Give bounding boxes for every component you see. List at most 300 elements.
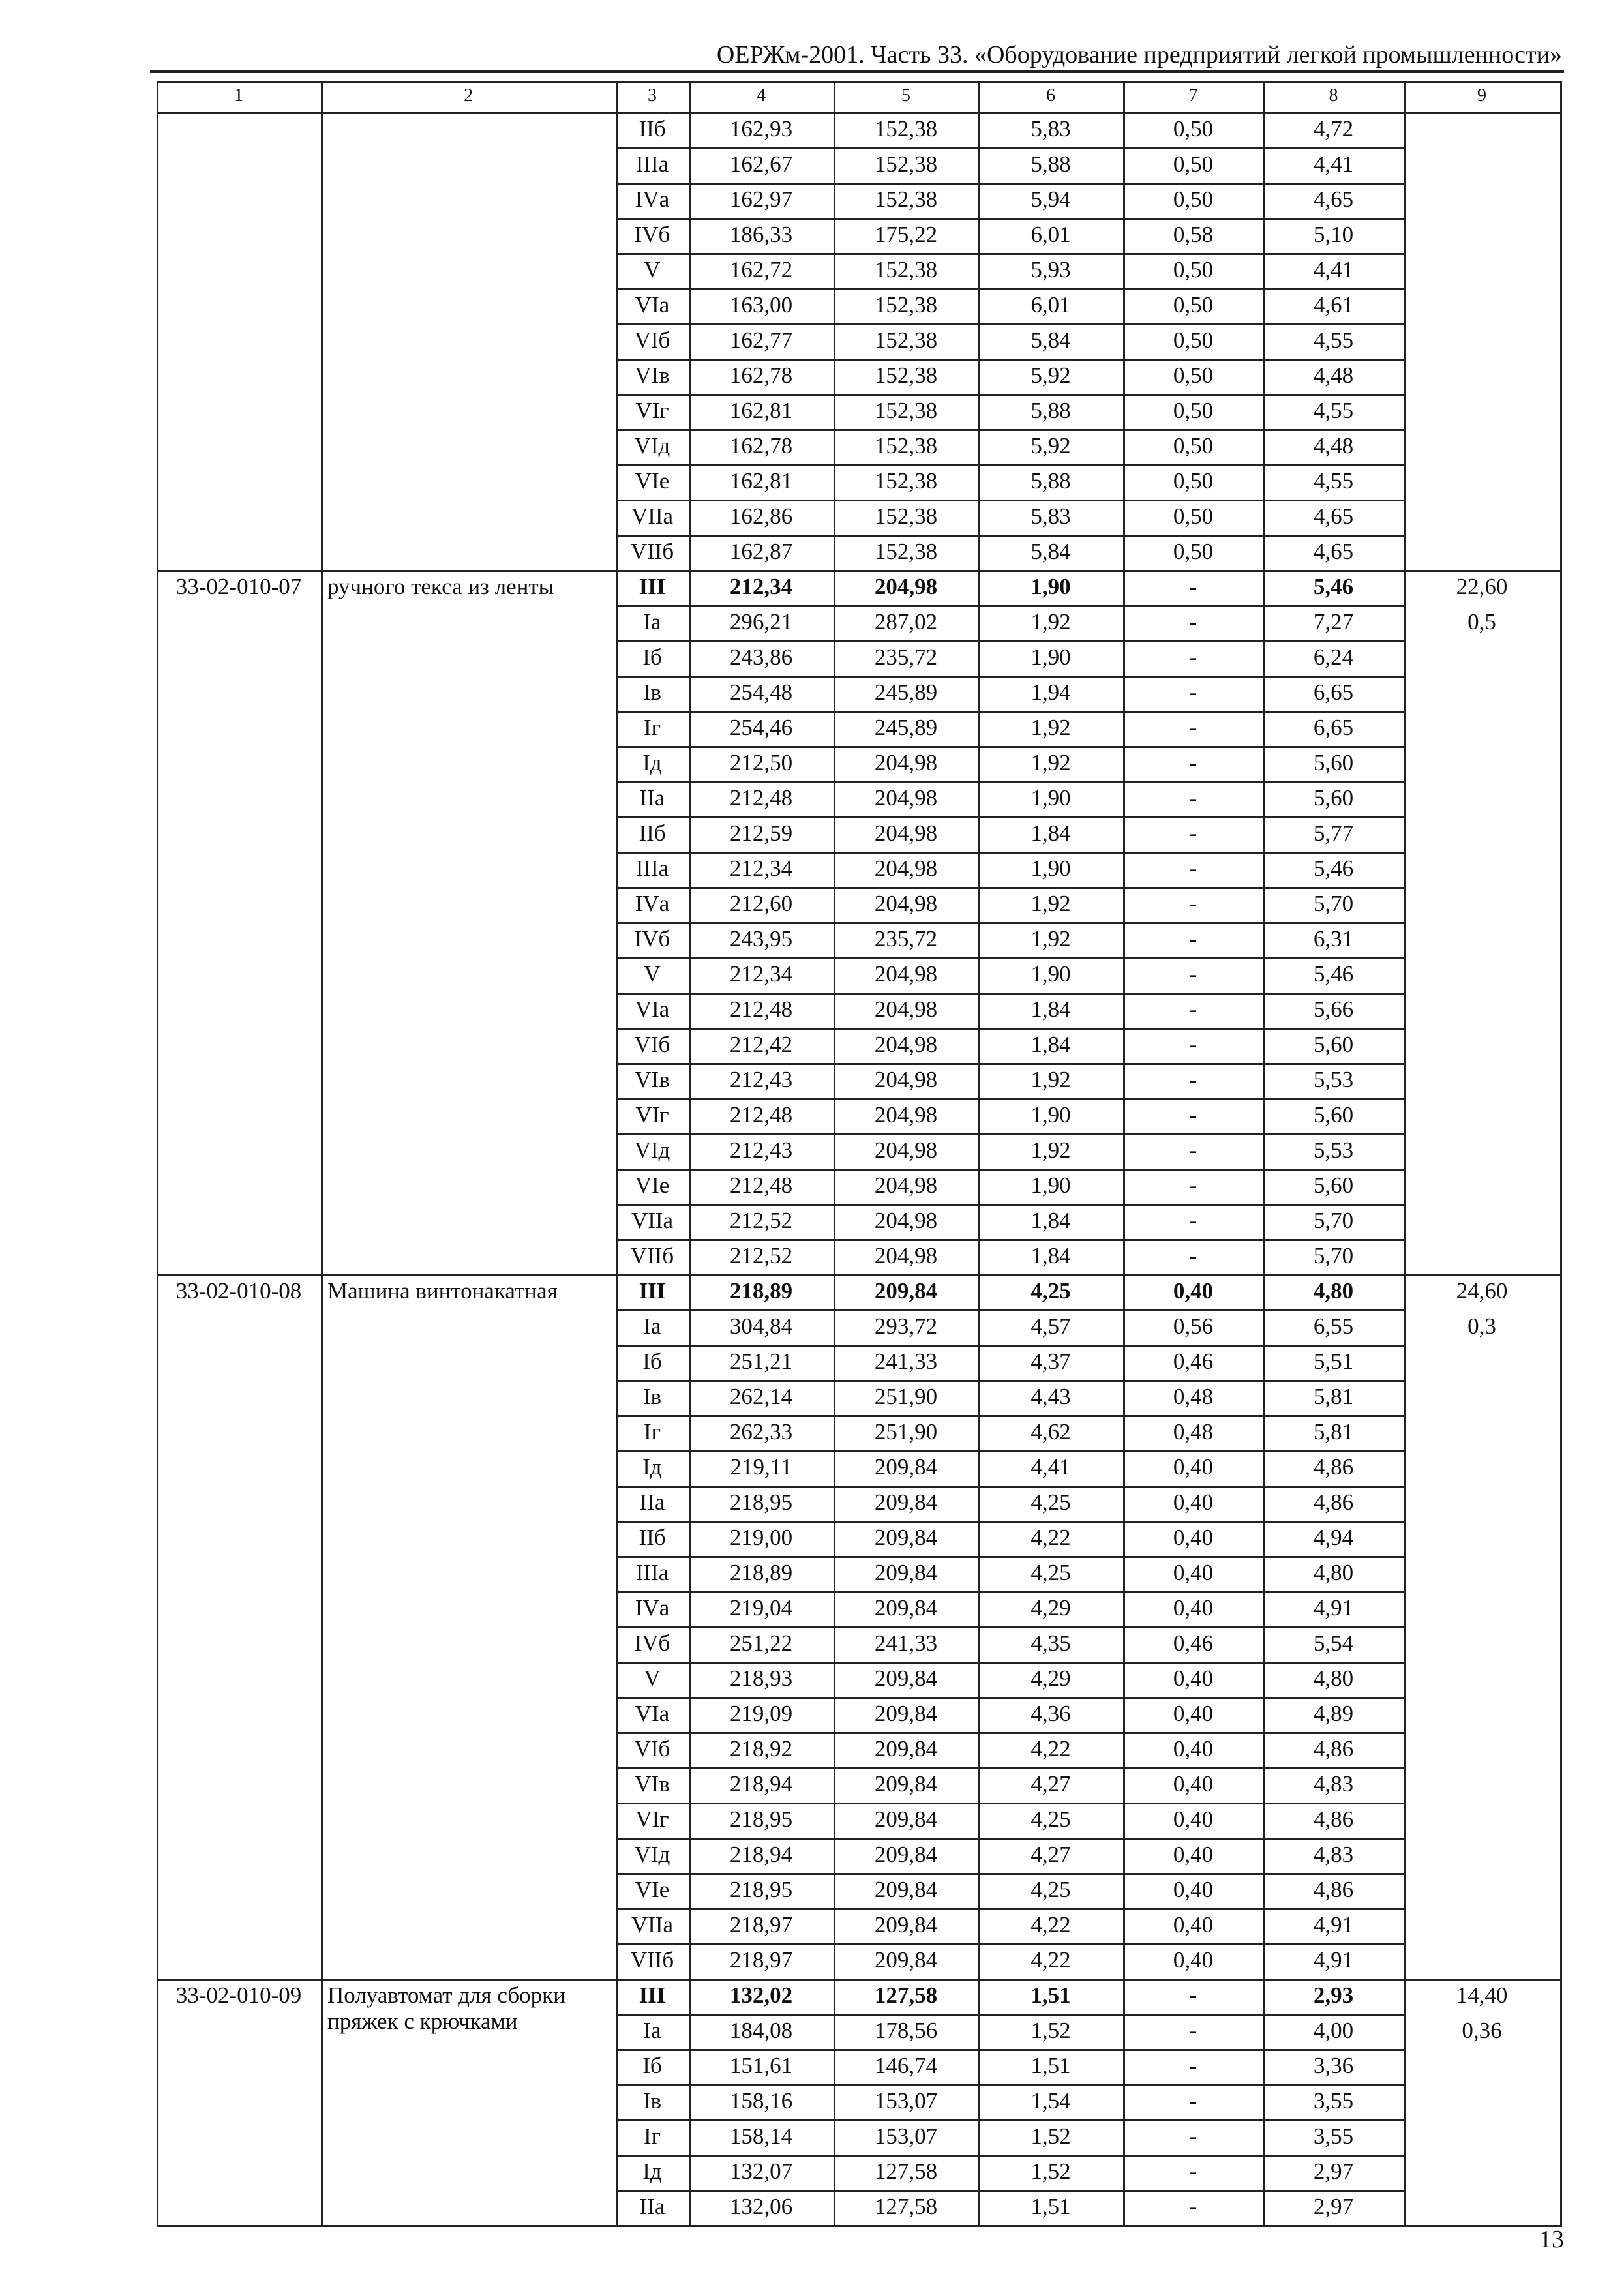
table-cell: - <box>1189 891 1197 916</box>
table-cell: 251,90 <box>874 1384 938 1409</box>
table-cell: 1,92 <box>1030 609 1071 635</box>
row-rule <box>616 676 1406 678</box>
table-cell: 5,83 <box>1030 503 1071 529</box>
row-rule <box>616 253 1406 255</box>
table-cell: 4,22 <box>1030 1525 1071 1550</box>
table-cell: 293,72 <box>874 1313 938 1339</box>
table-cell: 152,38 <box>874 398 938 423</box>
table-cell: 209,84 <box>874 1454 938 1480</box>
table-cell: 5,92 <box>1030 433 1071 458</box>
table-cell: 4,41 <box>1030 1454 1071 1480</box>
table-cell: Iб <box>642 2053 662 2078</box>
item-col9-value: 0,3 <box>1467 1313 1496 1339</box>
table-cell: 0,50 <box>1173 187 1214 212</box>
table-cell: 209,84 <box>874 1736 938 1761</box>
table-cell: 127,58 <box>874 2194 938 2219</box>
table-cell: 152,38 <box>874 116 938 142</box>
table-cell: IVб <box>634 222 670 247</box>
table-cell: 152,38 <box>874 187 938 212</box>
table-cell: VIIб <box>630 1947 674 1973</box>
table-cell: 4,29 <box>1030 1666 1071 1691</box>
table-cell: 204,98 <box>874 785 938 811</box>
table-cell: 204,98 <box>874 891 938 916</box>
table-cell: VIд <box>634 1842 670 1867</box>
item-code: 33-02-010-08 <box>175 1278 302 1304</box>
table-cell: 5,77 <box>1313 820 1354 846</box>
table-cell: 178,56 <box>874 2018 938 2043</box>
table-cell: 132,06 <box>729 2194 793 2219</box>
table-cell: 184,08 <box>729 2018 793 2043</box>
row-rule <box>616 2049 1406 2051</box>
table-cell: 204,98 <box>874 996 938 1022</box>
table-cell: - <box>1189 926 1197 951</box>
table-cell: 209,84 <box>874 1560 938 1585</box>
table-cell: - <box>1189 750 1197 775</box>
table-cell: 204,98 <box>874 856 938 881</box>
table-cell: - <box>1189 996 1197 1022</box>
table-cell: 158,14 <box>729 2123 793 2149</box>
table-cell: 1,90 <box>1030 644 1071 670</box>
table-cell: IIIа <box>635 151 669 177</box>
table-cell: III <box>639 1982 666 2008</box>
table-cell: VIIа <box>631 503 674 529</box>
table-cell: Iб <box>642 644 662 670</box>
table-cell: 209,84 <box>874 1489 938 1515</box>
table-cell: 0,40 <box>1173 1877 1214 1902</box>
table-cell: 162,87 <box>729 539 793 564</box>
table-cell: 4,80 <box>1313 1278 1354 1304</box>
table-cell: 1,90 <box>1030 785 1071 811</box>
table-cell: 162,97 <box>729 187 793 212</box>
row-rule <box>616 1133 1406 1135</box>
column-rule <box>689 81 691 2227</box>
table-cell: 5,46 <box>1313 574 1354 599</box>
table-cell: 212,60 <box>729 891 793 916</box>
row-rule <box>616 993 1406 995</box>
table-cell: 4,25 <box>1030 1278 1071 1304</box>
table-cell: - <box>1189 2088 1197 2114</box>
table-cell: 219,04 <box>729 1595 793 1621</box>
table-cell: 1,84 <box>1030 1243 1071 1268</box>
table-cell: VIб <box>634 1736 670 1761</box>
table-cell: Iв <box>642 2088 662 2114</box>
table-cell: 162,72 <box>729 257 793 282</box>
table-cell: 209,84 <box>874 1701 938 1726</box>
table-cell: 152,38 <box>874 292 938 318</box>
row-rule <box>616 1239 1406 1241</box>
table-cell: 212,34 <box>729 961 793 987</box>
table-cell: 1,84 <box>1030 1032 1071 1057</box>
table-cell: 4,55 <box>1313 327 1354 353</box>
table-cell: 146,74 <box>874 2053 938 2078</box>
row-rule <box>616 1450 1406 1452</box>
column-header-6: 6 <box>1046 85 1055 106</box>
table-cell: 0,46 <box>1173 1349 1214 1374</box>
row-rule <box>616 711 1406 713</box>
row-rule <box>616 429 1406 431</box>
table-cell: 1,54 <box>1030 2088 1071 2114</box>
table-cell: 162,86 <box>729 503 793 529</box>
table-cell: 204,98 <box>874 1173 938 1198</box>
table-cell: 4,48 <box>1313 433 1354 458</box>
table-cell: 0,50 <box>1173 539 1214 564</box>
table-cell: 209,84 <box>874 1666 938 1691</box>
table-cell: VIа <box>635 292 670 318</box>
table-cell: 162,81 <box>729 398 793 423</box>
table-cell: 162,81 <box>729 468 793 494</box>
table-cell: 151,61 <box>729 2053 793 2078</box>
table-cell: 162,93 <box>729 116 793 142</box>
table-cell: 218,89 <box>729 1278 793 1304</box>
table-cell: - <box>1189 1208 1197 1233</box>
table-cell: 218,94 <box>729 1842 793 1867</box>
table-cell: 1,92 <box>1030 1137 1071 1163</box>
table-cell: 4,55 <box>1313 468 1354 494</box>
table-cell: 4,55 <box>1313 398 1354 423</box>
row-rule <box>616 1028 1406 1030</box>
table-cell: Iб <box>642 1349 662 1374</box>
table-cell: 212,43 <box>729 1137 793 1163</box>
table-cell: 0,40 <box>1173 1912 1214 1937</box>
row-rule <box>616 640 1406 642</box>
table-cell: 0,50 <box>1173 433 1214 458</box>
table-cell: VIе <box>635 1877 670 1902</box>
table-cell: 0,40 <box>1173 1736 1214 1761</box>
row-rule <box>616 1662 1406 1664</box>
table-cell: 3,55 <box>1313 2123 1354 2149</box>
table-cell: 4,65 <box>1313 187 1354 212</box>
table-cell: 5,81 <box>1313 1419 1354 1444</box>
table-cell: 6,65 <box>1313 715 1354 740</box>
table-cell: 5,60 <box>1313 750 1354 775</box>
table-cell: 4,41 <box>1313 257 1354 282</box>
table-cell: Iг <box>643 715 661 740</box>
table-cell: 4,29 <box>1030 1595 1071 1621</box>
table-cell: 4,94 <box>1313 1525 1354 1550</box>
table-cell: 5,53 <box>1313 1137 1354 1163</box>
table-cell: IIб <box>639 116 666 142</box>
table-cell: 4,35 <box>1030 1630 1071 1656</box>
column-rule <box>1123 81 1125 2227</box>
table-cell: 1,92 <box>1030 750 1071 775</box>
row-rule <box>616 183 1406 185</box>
row-rule <box>616 746 1406 748</box>
table-cell: VIа <box>635 996 670 1022</box>
table-cell: 4,22 <box>1030 1736 1071 1761</box>
table-cell: 218,93 <box>729 1666 793 1691</box>
table-cell: 127,58 <box>874 2159 938 2184</box>
table-cell: - <box>1189 1137 1197 1163</box>
table-cell: 1,51 <box>1030 1982 1071 2008</box>
column-rule <box>1263 81 1265 2227</box>
table-cell: VIб <box>634 1032 670 1057</box>
row-rule <box>616 1732 1406 1734</box>
table-cell: 152,38 <box>874 433 938 458</box>
table-cell: 4,91 <box>1313 1912 1354 1937</box>
row-rule <box>616 535 1406 537</box>
table-cell: 262,14 <box>729 1384 793 1409</box>
table-cell: 0,40 <box>1173 1278 1214 1304</box>
table-cell: 1,51 <box>1030 2053 1071 2078</box>
table-cell: 0,40 <box>1173 1454 1214 1480</box>
table-cell: 4,57 <box>1030 1313 1071 1339</box>
column-rule <box>834 81 835 2227</box>
table-cell: 5,53 <box>1313 1067 1354 1092</box>
table-cell: - <box>1189 1173 1197 1198</box>
table-cell: 4,22 <box>1030 1912 1071 1937</box>
table-cell: 218,97 <box>729 1912 793 1937</box>
table-cell: 5,93 <box>1030 257 1071 282</box>
table-cell: 0,40 <box>1173 1842 1214 1867</box>
page-number: 13 <box>1539 2226 1564 2253</box>
table-cell: 4,36 <box>1030 1701 1071 1726</box>
table-cell: 5,84 <box>1030 539 1071 564</box>
table-cell: 4,86 <box>1313 1454 1354 1480</box>
table-cell: 6,01 <box>1030 222 1071 247</box>
table-cell: 245,89 <box>874 715 938 740</box>
table-cell: - <box>1189 574 1197 599</box>
table-cell: IIIа <box>635 856 669 881</box>
table-cell: 204,98 <box>874 820 938 846</box>
table-cell: 0,40 <box>1173 1525 1214 1550</box>
row-rule <box>616 816 1406 818</box>
table-cell: 2,97 <box>1313 2159 1354 2184</box>
table-cell: 0,50 <box>1173 257 1214 282</box>
table-cell: 218,97 <box>729 1947 793 1973</box>
table-cell: 5,83 <box>1030 116 1071 142</box>
table-cell: 153,07 <box>874 2088 938 2114</box>
table-cell: 4,65 <box>1313 539 1354 564</box>
table-cell: 218,95 <box>729 1806 793 1832</box>
table-cell: 212,43 <box>729 1067 793 1092</box>
row-rule <box>616 2190 1406 2192</box>
header-rule <box>150 70 1564 73</box>
table-cell: VIе <box>635 1173 670 1198</box>
table-cell: 0,50 <box>1173 151 1214 177</box>
table-cell: 209,84 <box>874 1877 938 1902</box>
table-cell: VIд <box>634 433 670 458</box>
row-rule <box>616 394 1406 396</box>
table-cell: - <box>1189 1102 1197 1128</box>
table-cell: 243,95 <box>729 926 793 951</box>
table-cell: 218,94 <box>729 1771 793 1797</box>
row-rule <box>616 218 1406 220</box>
column-rule <box>1404 81 1406 2227</box>
table-cell: 245,89 <box>874 680 938 705</box>
table-cell: 209,84 <box>874 1947 938 1973</box>
page-header: ОЕРЖм-2001. Часть 33. «Оборудование предприятий легкой промышленности» <box>716 41 1562 68</box>
table-cell: 0,40 <box>1173 1666 1214 1691</box>
table-cell: 212,34 <box>729 856 793 881</box>
table-cell: 5,46 <box>1313 856 1354 881</box>
table-cell: 6,55 <box>1313 1313 1354 1339</box>
table-cell: 209,84 <box>874 1806 938 1832</box>
row-rule <box>616 1908 1406 1910</box>
table-cell: - <box>1189 961 1197 987</box>
table-cell: IIб <box>639 820 666 846</box>
table-cell: 152,38 <box>874 539 938 564</box>
table-cell: 0,56 <box>1173 1313 1214 1339</box>
row-rule <box>616 887 1406 889</box>
table-cell: 4,00 <box>1313 2018 1354 2043</box>
table-cell: 212,48 <box>729 1173 793 1198</box>
table-cell: 1,90 <box>1030 856 1071 881</box>
table-cell: Iа <box>643 2018 661 2043</box>
table-cell: IVа <box>635 1595 670 1621</box>
table-cell: VIIа <box>631 1208 674 1233</box>
table-cell: 218,92 <box>729 1736 793 1761</box>
table-cell: 254,46 <box>729 715 793 740</box>
row-rule <box>616 147 1406 149</box>
table-cell: 1,90 <box>1030 574 1071 599</box>
table-cell: 218,95 <box>729 1489 793 1515</box>
table-cell: 5,94 <box>1030 187 1071 212</box>
table-cell: 212,50 <box>729 750 793 775</box>
table-cell: 1,51 <box>1030 2194 1071 2219</box>
table-cell: 4,25 <box>1030 1489 1071 1515</box>
table-cell: 0,48 <box>1173 1419 1214 1444</box>
table-cell: 243,86 <box>729 644 793 670</box>
row-rule <box>616 2084 1406 2086</box>
table-cell: Iа <box>643 1313 661 1339</box>
table-cell: 0,40 <box>1173 1595 1214 1621</box>
row-rule <box>616 1169 1406 1171</box>
table-cell: VIг <box>635 1806 669 1832</box>
table-cell: 6,24 <box>1313 644 1354 670</box>
table-cell: 219,00 <box>729 1525 793 1550</box>
row-rule <box>616 1345 1406 1347</box>
table-cell: 0,50 <box>1173 468 1214 494</box>
table-cell: 4,37 <box>1030 1349 1071 1374</box>
table-cell: 241,33 <box>874 1349 938 1374</box>
row-rule <box>616 1697 1406 1699</box>
table-cell: 0,40 <box>1173 1806 1214 1832</box>
table-cell: 0,40 <box>1173 1489 1214 1515</box>
row-rule <box>616 1838 1406 1840</box>
table-cell: 5,54 <box>1313 1630 1354 1656</box>
table-cell: 5,60 <box>1313 1173 1354 1198</box>
table-cell: 162,67 <box>729 151 793 177</box>
table-cell: - <box>1189 609 1197 635</box>
table-cell: 4,65 <box>1313 503 1354 529</box>
table-cell: 5,88 <box>1030 468 1071 494</box>
table-cell: Iв <box>642 1384 662 1409</box>
item-name: ручного текса из ленты <box>327 574 554 599</box>
table-cell: 5,88 <box>1030 151 1071 177</box>
table-cell: 5,60 <box>1313 1032 1354 1057</box>
row-rule <box>616 288 1406 290</box>
item-name: Полуавтомат для сборки <box>327 1982 565 2008</box>
row-rule <box>616 1204 1406 1206</box>
table-cell: 251,21 <box>729 1349 793 1374</box>
row-rule <box>616 1943 1406 1945</box>
table-cell: 132,07 <box>729 2159 793 2184</box>
table-cell: 3,36 <box>1313 2053 1354 2078</box>
column-header-2: 2 <box>464 85 473 106</box>
table-cell: 251,90 <box>874 1419 938 1444</box>
table-cell: 1,92 <box>1030 715 1071 740</box>
row-rule <box>157 81 1562 83</box>
table-cell: 209,84 <box>874 1912 938 1937</box>
table-cell: 212,59 <box>729 820 793 846</box>
table-cell: IIIа <box>635 1560 669 1585</box>
table-cell: 212,52 <box>729 1208 793 1233</box>
table-cell: 212,34 <box>729 574 793 599</box>
row-rule <box>616 1415 1406 1417</box>
row-rule <box>616 1873 1406 1875</box>
table-cell: 152,38 <box>874 503 938 529</box>
column-rule <box>616 81 618 2227</box>
table-cell: VIе <box>635 468 670 494</box>
row-rule <box>157 2225 1562 2227</box>
table-cell: - <box>1189 1032 1197 1057</box>
column-header-3: 3 <box>648 85 657 106</box>
item-name: Машина винтонакатная <box>327 1278 558 1304</box>
table-cell: VIг <box>635 1102 669 1128</box>
table-cell: 152,38 <box>874 151 938 177</box>
table-cell: 152,38 <box>874 327 938 353</box>
table-cell: 0,40 <box>1173 1947 1214 1973</box>
table-cell: 4,61 <box>1313 292 1354 318</box>
table-cell: 5,60 <box>1313 785 1354 811</box>
table-cell: 4,80 <box>1313 1560 1354 1585</box>
table-cell: 204,98 <box>874 1067 938 1092</box>
table-cell: 1,92 <box>1030 926 1071 951</box>
table-cell: 175,22 <box>874 222 938 247</box>
column-header-8: 8 <box>1329 85 1338 106</box>
item-col9-value: 24,60 <box>1456 1278 1508 1304</box>
table-cell: 4,25 <box>1030 1877 1071 1902</box>
row-rule <box>616 1063 1406 1065</box>
table-cell: - <box>1189 785 1197 811</box>
table-cell: - <box>1189 644 1197 670</box>
table-cell: 212,48 <box>729 1102 793 1128</box>
row-rule <box>616 852 1406 854</box>
table-cell: 4,91 <box>1313 1595 1354 1621</box>
table-cell: - <box>1189 820 1197 846</box>
row-rule <box>616 1803 1406 1804</box>
table-cell: 1,92 <box>1030 891 1071 916</box>
table-cell: 204,98 <box>874 1243 938 1268</box>
table-cell: 6,01 <box>1030 292 1071 318</box>
table-cell: 204,98 <box>874 750 938 775</box>
table-cell: 5,66 <box>1313 996 1354 1022</box>
table-cell: 251,22 <box>729 1630 793 1656</box>
table-cell: 0,46 <box>1173 1630 1214 1656</box>
table-cell: 4,22 <box>1030 1947 1071 1973</box>
table-cell: 1,90 <box>1030 961 1071 987</box>
row-rule <box>616 500 1406 501</box>
table-cell: IIа <box>639 785 665 811</box>
table-cell: VIIа <box>631 1912 674 1937</box>
table-cell: 0,40 <box>1173 1560 1214 1585</box>
column-rule <box>321 81 323 2227</box>
table-cell: V <box>644 961 661 987</box>
table-cell: 254,48 <box>729 680 793 705</box>
column-header-9: 9 <box>1477 85 1486 106</box>
table-cell: 152,38 <box>874 363 938 388</box>
table-cell: 1,52 <box>1030 2018 1071 2043</box>
row-rule <box>616 359 1406 361</box>
table-cell: 158,16 <box>729 2088 793 2114</box>
table-cell: III <box>639 1278 666 1304</box>
table-cell: 218,95 <box>729 1877 793 1902</box>
table-cell: 6,65 <box>1313 680 1354 705</box>
table-cell: - <box>1189 2123 1197 2149</box>
table-cell: 4,43 <box>1030 1384 1071 1409</box>
table-cell: 1,90 <box>1030 1102 1071 1128</box>
item-col9-value: 22,60 <box>1456 574 1508 599</box>
